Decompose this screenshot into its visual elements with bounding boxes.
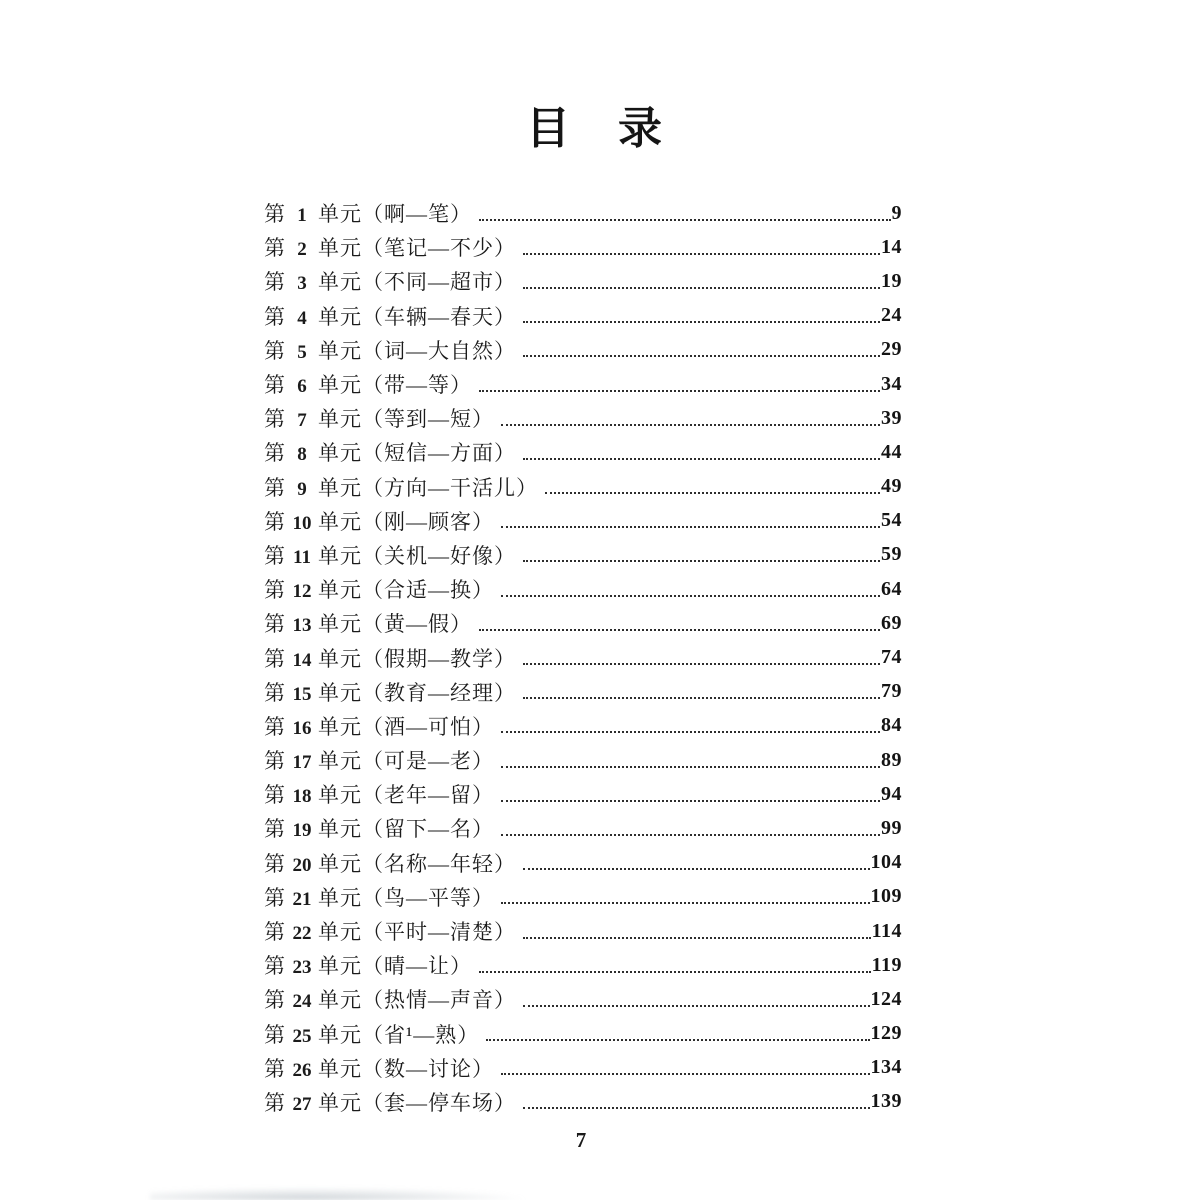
toc-page-number: 139 xyxy=(870,1090,902,1113)
toc-entry-row xyxy=(264,435,902,469)
toc-entry-unit: 单元 xyxy=(318,202,362,227)
toc-leader-dots xyxy=(523,935,871,939)
toc-entry-row xyxy=(264,1051,902,1085)
toc-entry-unit: 单元 xyxy=(318,851,362,876)
toc-page-number: 24 xyxy=(881,304,902,327)
toc-page-number: 39 xyxy=(881,406,902,429)
toc-entry-prefix: 第 xyxy=(264,817,286,842)
toc-entry-label xyxy=(264,335,516,365)
toc-entry-label xyxy=(264,266,516,296)
toc-entry-prefix: 第 xyxy=(264,1056,286,1081)
toc-entry-row xyxy=(264,230,902,264)
toc-entry-label xyxy=(264,608,472,638)
toc-entry-unit: 单元 xyxy=(318,1022,362,1047)
toc-entry-range: （鸟—平等） xyxy=(362,885,494,910)
toc-page-number: 94 xyxy=(881,782,902,805)
toc-leader-dots xyxy=(501,593,880,597)
toc-entry-unit: 单元 xyxy=(318,612,362,637)
toc-entry-prefix: 第 xyxy=(264,646,286,671)
toc-list xyxy=(264,196,902,1119)
toc-page-number: 54 xyxy=(881,509,902,532)
toc-leader-dots xyxy=(523,1105,870,1109)
toc-entry-prefix: 第 xyxy=(264,578,286,603)
toc-entry-row xyxy=(264,846,902,880)
toc-entry-range: （带—等） xyxy=(362,373,472,398)
toc-leader-dots xyxy=(523,251,880,255)
toc-entry-prefix: 第 xyxy=(264,475,286,500)
toc-entry-unit: 单元 xyxy=(318,749,362,774)
toc-entry-row xyxy=(264,572,902,606)
toc-entry-prefix: 第 xyxy=(264,441,286,466)
toc-entry-label xyxy=(264,540,516,570)
toc-entry-row xyxy=(264,367,902,401)
toc-page-number: 79 xyxy=(881,680,902,703)
toc-leader-dots xyxy=(523,285,880,289)
toc-entry-range: （热情—声音） xyxy=(362,988,516,1013)
toc-entry-number: 2 xyxy=(297,239,307,261)
toc-entry-range: （方向—干活儿） xyxy=(362,475,538,500)
toc-entry-unit: 单元 xyxy=(318,304,362,329)
toc-entry-label xyxy=(264,198,472,228)
toc-leader-dots xyxy=(501,764,880,768)
toc-entry-unit: 单元 xyxy=(318,338,362,363)
toc-entry-row xyxy=(264,470,902,504)
toc-entry-row xyxy=(264,401,902,435)
toc-entry-number: 11 xyxy=(293,546,311,568)
toc-entry-range: （刚—顾客） xyxy=(362,509,494,534)
toc-entry-prefix: 第 xyxy=(264,680,286,705)
toc-leader-dots xyxy=(486,1037,869,1041)
toc-entry-range: （关机—好像） xyxy=(362,543,516,568)
toc-entry-label xyxy=(264,1019,479,1049)
toc-entry-number: 4 xyxy=(297,307,307,329)
toc-leader-dots xyxy=(523,866,870,870)
toc-entry-unit: 单元 xyxy=(318,509,362,534)
toc-entry-unit: 单元 xyxy=(318,407,362,432)
toc-entry-unit: 单元 xyxy=(318,988,362,1013)
toc-entry-range: （假期—教学） xyxy=(362,646,516,671)
toc-entry-row xyxy=(264,811,902,845)
toc-entry-prefix: 第 xyxy=(264,783,286,808)
toc-leader-dots xyxy=(523,456,880,460)
toc-leader-dots xyxy=(501,832,880,836)
toc-entry-prefix: 第 xyxy=(264,236,286,261)
toc-entry-number: 21 xyxy=(292,888,312,910)
toc-entry-row xyxy=(264,675,902,709)
toc-leader-dots xyxy=(479,969,871,973)
toc-page-number: 119 xyxy=(871,953,902,976)
toc-entry-unit: 单元 xyxy=(318,373,362,398)
toc-entry-prefix: 第 xyxy=(264,714,286,739)
toc-entry-label xyxy=(264,677,516,707)
toc-entry-unit: 单元 xyxy=(318,885,362,910)
toc-entry-label xyxy=(264,745,494,775)
toc-entry-prefix: 第 xyxy=(264,988,286,1013)
toc-page-number: 99 xyxy=(881,816,902,839)
toc-entry-prefix: 第 xyxy=(264,202,286,227)
toc-entry-row xyxy=(264,299,902,333)
toc-page-number: 64 xyxy=(881,577,902,600)
toc-entry-row xyxy=(264,777,902,811)
toc-page-number: 19 xyxy=(881,269,902,292)
toc-entry-prefix: 第 xyxy=(264,612,286,637)
toc-entry-unit: 单元 xyxy=(318,1056,362,1081)
toc-entry-label xyxy=(264,711,494,741)
toc-entry-number: 19 xyxy=(292,820,312,842)
toc-entry-label xyxy=(264,1087,516,1117)
toc-page-number: 89 xyxy=(881,748,902,771)
toc-entry-unit: 单元 xyxy=(318,954,362,979)
toc-entry-row xyxy=(264,264,902,298)
toc-entry-number: 27 xyxy=(292,1093,312,1115)
toc-entry-row xyxy=(264,880,902,914)
toc-entry-row xyxy=(264,709,902,743)
toc-leader-dots xyxy=(523,319,880,323)
toc-entry-label xyxy=(264,369,472,399)
toc-entry-number: 15 xyxy=(292,683,312,705)
toc-entry-prefix: 第 xyxy=(264,885,286,910)
toc-entry-range: （省¹—熟） xyxy=(362,1022,480,1047)
toc-entry-unit: 单元 xyxy=(318,680,362,705)
toc-entry-prefix: 第 xyxy=(264,920,286,945)
scan-artifact xyxy=(150,1182,710,1200)
toc-entry-range: （名称—年轻） xyxy=(362,851,516,876)
toc-entry-label xyxy=(264,882,494,912)
toc-entry-prefix: 第 xyxy=(264,954,286,979)
toc-entry-number: 23 xyxy=(292,957,312,979)
toc-leader-dots xyxy=(501,524,880,528)
toc-entry-row xyxy=(264,914,902,948)
toc-entry-label xyxy=(264,472,538,502)
toc-entry-row xyxy=(264,333,902,367)
toc-entry-number: 25 xyxy=(292,1025,312,1047)
toc-entry-range: （留下—名） xyxy=(362,817,494,842)
toc-entry-number: 3 xyxy=(297,273,307,295)
toc-entry-range: （笔记—不少） xyxy=(362,236,516,261)
toc-entry-prefix: 第 xyxy=(264,1022,286,1047)
toc-entry-range: （套—停车场） xyxy=(362,1090,516,1115)
toc-entry-label xyxy=(264,437,516,467)
toc-entry-number: 6 xyxy=(297,376,307,398)
toc-leader-dots xyxy=(523,1003,870,1007)
toc-leader-dots xyxy=(501,1071,870,1075)
toc-entry-number: 5 xyxy=(297,341,307,363)
toc-entry-label xyxy=(264,916,516,946)
toc-leader-dots xyxy=(479,217,891,221)
toc-entry-label xyxy=(264,301,516,331)
page-title: 目 录 xyxy=(526,104,664,153)
toc-page-number: 49 xyxy=(881,475,902,498)
toc-entry-prefix: 第 xyxy=(264,851,286,876)
toc-entry-unit: 单元 xyxy=(318,920,362,945)
toc-entry-range: （平时—清楚） xyxy=(362,920,516,945)
toc-entry-unit: 单元 xyxy=(318,578,362,603)
toc-entry-unit: 单元 xyxy=(318,817,362,842)
toc-entry-number: 12 xyxy=(292,581,312,603)
toc-entry-number: 17 xyxy=(292,752,312,774)
toc-entry-number: 16 xyxy=(292,717,312,739)
footer-page-number: 7 xyxy=(575,1128,587,1152)
toc-entry-label xyxy=(264,232,516,262)
toc-entry-row xyxy=(264,948,902,982)
toc-entry-row xyxy=(264,1017,902,1051)
toc-entry-number: 26 xyxy=(292,1059,312,1081)
toc-entry-prefix: 第 xyxy=(264,304,286,329)
toc-leader-dots xyxy=(501,798,880,802)
toc-entry-range: （酒—可怕） xyxy=(362,714,494,739)
toc-entry-label xyxy=(264,506,494,536)
toc-leader-dots xyxy=(523,695,880,699)
toc-entry-range: （词—大自然） xyxy=(362,338,516,363)
toc-entry-number: 13 xyxy=(292,615,312,637)
toc-entry-prefix: 第 xyxy=(264,509,286,534)
toc-page-number: 129 xyxy=(870,1022,902,1045)
toc-leader-dots xyxy=(479,627,880,631)
toc-entry-number: 7 xyxy=(297,410,307,432)
toc-entry-number: 18 xyxy=(292,786,312,808)
toc-entry-range: （短信—方面） xyxy=(362,441,516,466)
toc-entry-range: （晴—让） xyxy=(362,954,472,979)
toc-entry-unit: 单元 xyxy=(318,783,362,808)
toc-entry-range: （黄—假） xyxy=(362,612,472,637)
toc-page-number: 14 xyxy=(881,235,902,258)
toc-entry-row xyxy=(264,640,902,674)
toc-entry-range: （合适—换） xyxy=(362,578,494,603)
toc-leader-dots xyxy=(501,729,880,733)
toc-leader-dots xyxy=(545,490,880,494)
toc-entry-label xyxy=(264,848,516,878)
toc-page-number: 104 xyxy=(870,851,902,874)
toc-entry-row xyxy=(264,538,902,572)
toc-entry-unit: 单元 xyxy=(318,270,362,295)
toc-leader-dots xyxy=(501,900,870,904)
toc-entry-number: 14 xyxy=(292,649,312,671)
toc-entry-unit: 单元 xyxy=(318,1090,362,1115)
toc-entry-number: 1 xyxy=(297,205,307,227)
toc-entry-label xyxy=(264,813,494,843)
toc-entry-row xyxy=(264,606,902,640)
toc-page-number: 84 xyxy=(881,714,902,737)
toc-entry-prefix: 第 xyxy=(264,1090,286,1115)
toc-entry-range: （可是—老） xyxy=(362,749,494,774)
toc-entry-unit: 单元 xyxy=(318,646,362,671)
toc-entry-range: （车辆—春天） xyxy=(362,304,516,329)
toc-leader-dots xyxy=(523,353,880,357)
toc-page-number: 69 xyxy=(881,611,902,634)
toc-entry-label xyxy=(264,950,472,980)
toc-entry-number: 20 xyxy=(292,854,312,876)
toc-page-number: 9 xyxy=(891,201,902,224)
toc-page-number: 114 xyxy=(871,919,902,942)
toc-entry-label xyxy=(264,643,516,673)
toc-page-number: 34 xyxy=(881,372,902,395)
toc-entry-prefix: 第 xyxy=(264,338,286,363)
toc-entry-label xyxy=(264,1053,494,1083)
toc-page-number: 109 xyxy=(870,885,902,908)
toc-page-number: 134 xyxy=(870,1056,902,1079)
toc-entry-number: 9 xyxy=(297,478,307,500)
toc-leader-dots xyxy=(501,422,880,426)
toc-entry-number: 10 xyxy=(292,512,312,534)
toc-entry-range: （老年—留） xyxy=(362,783,494,808)
toc-entry-row xyxy=(264,982,902,1016)
toc-entry-prefix: 第 xyxy=(264,373,286,398)
toc-entry-unit: 单元 xyxy=(318,236,362,261)
toc-entry-unit: 单元 xyxy=(318,441,362,466)
toc-entry-number: 8 xyxy=(297,444,307,466)
toc-entry-range: （啊—笔） xyxy=(362,202,472,227)
toc-entry-label xyxy=(264,403,494,433)
toc-entry-row xyxy=(264,504,902,538)
toc-page-number: 29 xyxy=(881,338,902,361)
toc-entry-prefix: 第 xyxy=(264,543,286,568)
toc-leader-dots xyxy=(523,558,880,562)
toc-entry-row xyxy=(264,196,902,230)
toc-entry-label xyxy=(264,574,494,604)
toc-entry-row xyxy=(264,1085,902,1119)
toc-entry-number: 24 xyxy=(292,991,312,1013)
toc-page-number: 59 xyxy=(881,543,902,566)
toc-entry-unit: 单元 xyxy=(318,714,362,739)
toc-entry-unit: 单元 xyxy=(318,543,362,568)
toc-entry-range: （教育—经理） xyxy=(362,680,516,705)
toc-entry-range: （数—讨论） xyxy=(362,1056,494,1081)
toc-entry-prefix: 第 xyxy=(264,749,286,774)
toc-leader-dots xyxy=(523,661,880,665)
toc-page-number: 74 xyxy=(881,646,902,669)
toc-entry-row xyxy=(264,743,902,777)
toc-entry-prefix: 第 xyxy=(264,407,286,432)
toc-entry-label xyxy=(264,984,516,1014)
toc-page-number: 124 xyxy=(870,987,902,1010)
toc-entry-unit: 单元 xyxy=(318,475,362,500)
toc-entry-label xyxy=(264,779,494,809)
toc-page-number: 44 xyxy=(881,440,902,463)
toc-leader-dots xyxy=(479,388,880,392)
toc-entry-number: 22 xyxy=(292,923,312,945)
toc-entry-range: （等到—短） xyxy=(362,407,494,432)
toc-entry-range: （不同—超市） xyxy=(362,270,516,295)
toc-entry-prefix: 第 xyxy=(264,270,286,295)
